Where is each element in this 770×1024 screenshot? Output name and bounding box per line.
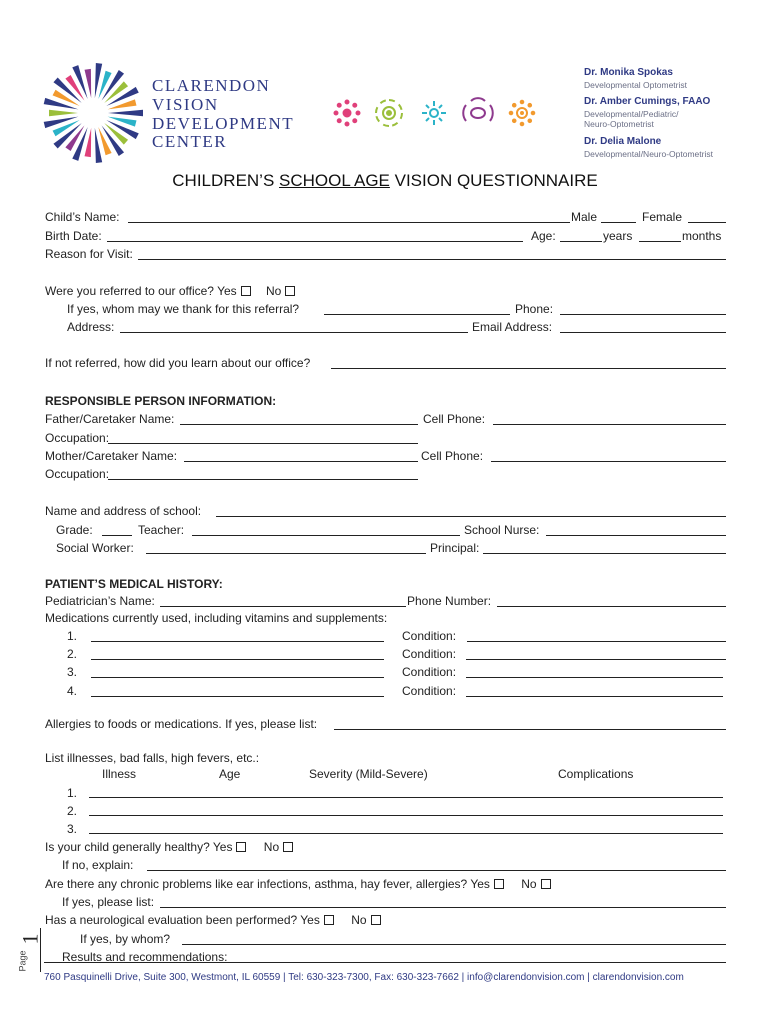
grade-label: Grade: [56, 523, 93, 537]
title-pre: CHILDREN’S [172, 171, 280, 190]
phone-number-field[interactable] [497, 606, 726, 607]
social-worker-label: Social Worker: [56, 541, 134, 555]
org-name-line-2: VISION [152, 95, 219, 114]
sunburst-logo-icon [40, 60, 146, 166]
purple-eye-icon [463, 98, 493, 121]
orange-eye-icon [509, 100, 535, 126]
age-years-field[interactable] [560, 241, 602, 242]
eye-dot [528, 119, 532, 123]
referral-phone-label: Phone: [515, 302, 554, 316]
eye-dot [512, 103, 516, 107]
results-label: Results and recommendations: [62, 950, 228, 964]
col-illness: Illness [102, 767, 137, 781]
birth-date-label: Birth Date: [45, 229, 102, 243]
referral-email-field[interactable] [560, 332, 726, 333]
doctor-3-title: Developmental/Neuro-Optometrist [584, 149, 713, 159]
logo-ray [108, 117, 137, 127]
phone-number-label: Phone Number: [407, 594, 492, 608]
page-marker [17, 928, 44, 974]
teal-eye-icon [422, 101, 446, 125]
illness-number: 2. [67, 804, 78, 818]
age-months-field[interactable] [639, 241, 681, 242]
learn-label: If not referred, how did you learn about our office? [45, 356, 311, 370]
male-label: Male [571, 210, 598, 224]
red-eye-icon [334, 100, 360, 126]
page-title [0, 171, 770, 191]
eye-dot [337, 103, 341, 107]
page-label: Page [17, 950, 28, 972]
col-age: Age [219, 767, 241, 781]
mother-label: Mother/Caretaker Name: [45, 449, 178, 463]
female-field[interactable] [688, 222, 726, 223]
logo-ray [49, 110, 78, 116]
doctor-2-name: Dr. Amber Cumings, FAAO [584, 96, 711, 107]
eye-dot [520, 100, 524, 104]
eye-dot [334, 111, 338, 115]
logo-ray [108, 110, 143, 116]
col-complications: Complications [558, 767, 634, 781]
female-label: Female [642, 210, 683, 224]
healthy-no-checkbox[interactable] [283, 842, 293, 852]
illnesses-label: List illnesses, bad falls, high fevers, etc.: [45, 751, 260, 765]
medication-field[interactable] [91, 659, 384, 660]
condition-field[interactable] [466, 677, 723, 678]
mother-field[interactable] [184, 461, 418, 462]
referral-address-field[interactable] [120, 332, 468, 333]
logo-ray [108, 99, 137, 109]
logo-ray [44, 117, 79, 128]
condition-label: Condition: [402, 684, 457, 698]
illness-field[interactable] [89, 797, 723, 798]
chronic-question-text: Are there any chronic problems like ear infections, asthma, hay fever, allergies? Yes [45, 877, 490, 891]
eye-dot [356, 111, 360, 115]
doctor-2-title-2: Neuro-Optometrist [584, 119, 654, 129]
school-name-field[interactable] [216, 516, 726, 517]
reason-label: Reason for Visit: [45, 247, 133, 261]
explain-label: If no, explain: [62, 858, 134, 872]
medication-field[interactable] [91, 696, 384, 697]
father-label: Father/Caretaker Name: [45, 412, 175, 426]
social-worker-field[interactable] [146, 553, 426, 554]
responsible-heading: RESPONSIBLE PERSON INFORMATION: [45, 394, 277, 408]
condition-label: Condition: [402, 665, 457, 679]
healthy-no-label: No [263, 840, 280, 854]
doctor-3-name: Dr. Delia Malone [584, 136, 662, 147]
results-field[interactable] [44, 962, 726, 963]
eye-dot [353, 103, 357, 107]
medication-number: 2. [67, 647, 78, 661]
condition-label: Condition: [402, 629, 457, 643]
footer-contact: 760 Pasquinelli Drive, Suite 300, Westmont, IL 60559 | Tel: 630-323-7300, Fax: 630-323-7662 | info@clarendonvision.com | clarendonvision.com [44, 972, 684, 983]
medication-field[interactable] [91, 677, 384, 678]
referred-no-checkbox[interactable] [285, 286, 295, 296]
teacher-field[interactable] [192, 535, 460, 536]
school-nurse-label: School Nurse: [464, 523, 540, 537]
page-marker-rule [40, 928, 41, 972]
school-nurse-field[interactable] [546, 535, 726, 536]
title-underlined: SCHOOL AGE [279, 171, 390, 190]
male-field[interactable] [601, 222, 636, 223]
chronic-yes-checkbox[interactable] [494, 879, 504, 889]
page-number: 1 [17, 933, 43, 945]
occupation-2-label: Occupation: [45, 467, 110, 481]
learn-field[interactable] [331, 368, 726, 369]
neuro-no-checkbox[interactable] [371, 915, 381, 925]
eye-dot [512, 119, 516, 123]
father-field[interactable] [180, 424, 418, 425]
green-eye-icon [376, 100, 402, 126]
months-label: months [682, 229, 722, 243]
healthy-question [45, 840, 293, 854]
eye-dot [509, 111, 513, 115]
eye-dot [520, 122, 524, 126]
org-name-line-3: DEVELOPMENT [152, 114, 295, 133]
logo-ray [44, 98, 79, 109]
doctor-1-title: Developmental Optometrist [584, 80, 687, 90]
referred-question [45, 284, 295, 298]
condition-field[interactable] [467, 641, 726, 642]
referral-address-label: Address: [67, 320, 115, 334]
cell-phone-1-label: Cell Phone: [423, 412, 486, 426]
occupation-2-field[interactable] [108, 479, 418, 480]
cell-phone-1-field[interactable] [493, 424, 726, 425]
medical-heading: PATIENT’S MEDICAL HISTORY: [45, 577, 223, 591]
school-name-label: Name and address of school: [45, 504, 202, 518]
referral-whom-label: If yes, whom may we thank for this referral? [67, 302, 300, 316]
occupation-1-field[interactable] [108, 443, 418, 444]
illness-field[interactable] [89, 815, 723, 816]
by-whom-field[interactable] [182, 944, 726, 945]
referred-no-label: No [266, 284, 282, 298]
years-label: years [603, 229, 633, 243]
doctor-1-name: Dr. Monika Spokas [584, 67, 673, 78]
chronic-list-field[interactable] [160, 907, 726, 908]
illness-field[interactable] [89, 833, 723, 834]
eye-dot [528, 103, 532, 107]
eye-dot [531, 111, 535, 115]
chronic-no-checkbox[interactable] [541, 879, 551, 889]
medication-number: 4. [67, 684, 78, 698]
childs-name-label: Child’s Name: [45, 210, 120, 224]
principal-label: Principal: [430, 541, 480, 555]
cell-phone-2-field[interactable] [491, 461, 726, 462]
col-severity: Severity (Mild-Severe) [309, 767, 428, 781]
referral-email-label: Email Address: [472, 320, 553, 334]
neuro-yes-checkbox[interactable] [324, 915, 334, 925]
org-name-line-1: CLARENDON [152, 76, 271, 95]
referred-yes-checkbox[interactable] [241, 286, 251, 296]
eye-dot [353, 119, 357, 123]
medications-label: Medications currently used, including vitamins and supplements: [45, 611, 388, 625]
eye-dot [337, 119, 341, 123]
allergies-field[interactable] [334, 729, 726, 730]
illness-number: 1. [67, 786, 78, 800]
org-name-line-4: CENTER [152, 132, 228, 151]
principal-field[interactable] [483, 553, 726, 554]
pediatrician-label: Pediatrician’s Name: [45, 594, 155, 608]
birth-date-field[interactable] [107, 241, 523, 242]
pediatrician-field[interactable] [160, 606, 406, 607]
referral-phone-field[interactable] [560, 314, 726, 315]
healthy-question-text: Is your child generally healthy? Yes [45, 840, 233, 854]
referred-question-text: Were you referred to our office? Yes [45, 284, 237, 298]
medication-number: 1. [67, 629, 78, 643]
chronic-question [45, 877, 551, 891]
medication-number: 3. [67, 665, 78, 679]
condition-field[interactable] [466, 696, 723, 697]
condition-field[interactable] [466, 659, 726, 660]
chronic-no-label: No [521, 877, 537, 891]
decorative-eye-icons [332, 97, 542, 129]
occupation-1-label: Occupation: [45, 431, 110, 445]
title-post: VISION QUESTIONNAIRE [389, 171, 598, 190]
reason-field[interactable] [138, 259, 726, 260]
condition-label: Condition: [402, 647, 457, 661]
explain-field[interactable] [147, 870, 726, 871]
age-label: Age: [531, 229, 556, 243]
neuro-no-label: No [351, 913, 367, 927]
allergies-label: Allergies to foods or medications. If yes, please list: [45, 717, 318, 731]
referral-whom-field[interactable] [324, 314, 510, 315]
cell-phone-2-label: Cell Phone: [421, 449, 484, 463]
grade-field[interactable] [102, 535, 132, 536]
neuro-question-text: Has a neurological evaluation been performed? Yes [45, 913, 320, 927]
neuro-question [45, 913, 381, 927]
chronic-list-label: If yes, please list: [62, 895, 155, 909]
teacher-label: Teacher: [138, 523, 185, 537]
eye-dot [345, 122, 349, 126]
by-whom-label: If yes, by whom? [80, 932, 171, 946]
childs-name-field[interactable] [128, 222, 570, 223]
medication-field[interactable] [91, 641, 384, 642]
eye-dot [345, 100, 349, 104]
healthy-yes-checkbox[interactable] [236, 842, 246, 852]
doctor-2-title: Developmental/Pediatric/ [584, 109, 679, 119]
illness-number: 3. [67, 822, 78, 836]
